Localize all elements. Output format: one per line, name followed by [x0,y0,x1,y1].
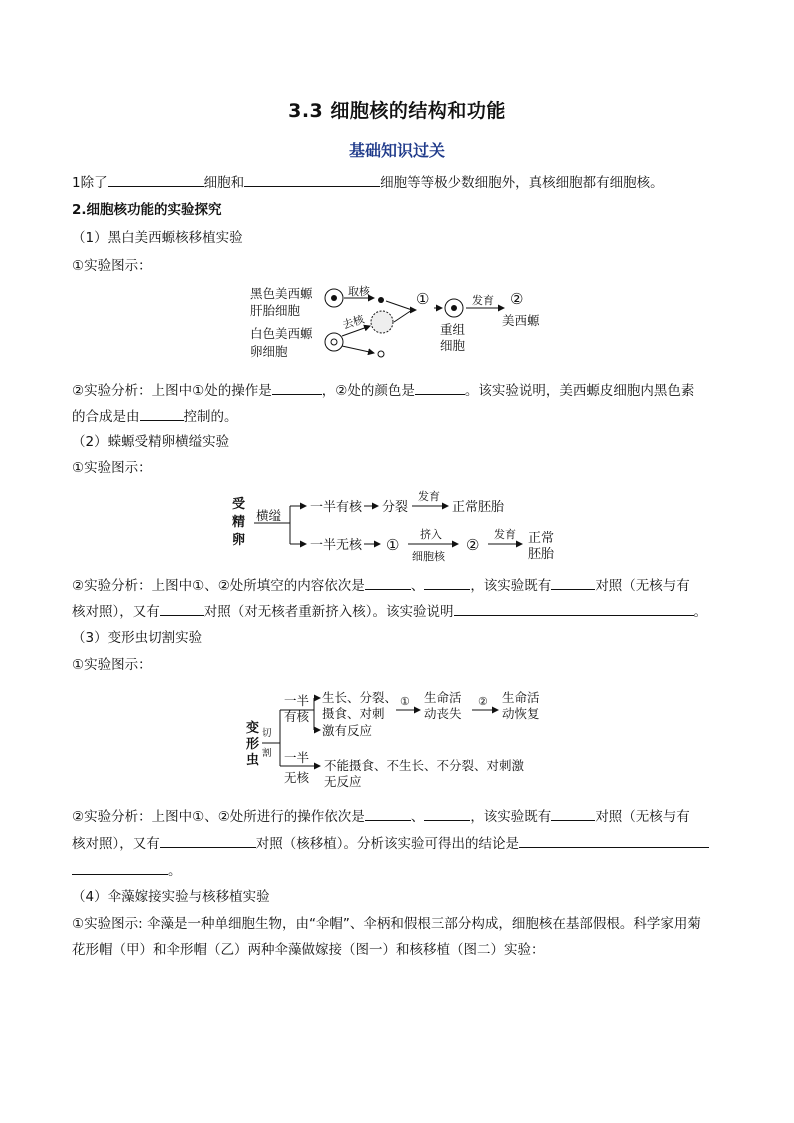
label-egg-2: 精 [232,515,246,530]
label-black: 黑色美西螈 [250,286,313,301]
circle-2: ② [478,695,488,708]
blank [108,172,204,187]
question-2-heading: 2.细胞核功能的实验探究 [72,202,222,218]
analysis-3-line-2: 核对照），又有 对照（核移植）。分析该实验可得出的结论是 [72,833,709,854]
blank [365,806,411,821]
analysis-2-line-1: ②实验分析：上图中①、②处所填空的内容依次是 、 ，该实验既有 对照（无核与有 [72,575,690,596]
label-tie: 横缢 [256,508,282,523]
label-develop-2: 发育 [494,528,516,541]
figure-label: ①实验图示： [72,460,152,476]
analysis-1-line-2: 的合成是由 控制的。 [72,406,238,427]
blank [160,601,204,616]
label-egg-1: 受 [232,497,246,512]
label-nucleus: 细胞核 [412,550,445,563]
section-4-line-2: 花形帽（甲）和伞形帽（乙）两种伞藻做嫁接（图一）和核移植（图二）实验： [72,942,545,958]
analysis-3-line-3: 。 [72,860,182,881]
label-take: 取核 [348,285,370,298]
label-no-2: 无反应 [324,774,362,788]
label-amoeba-3: 虫 [246,753,260,768]
label-lost-2: 动丧失 [424,706,462,721]
label-bottom-half: 一半无核 [310,538,363,553]
label-black-cell: 肝胎细胞 [250,303,301,318]
blank [424,806,470,821]
newt-egg-diagram [230,486,570,566]
label-result: 美西螈 [502,313,540,328]
label-no-1: 不能摄食、不生长、不分裂、对刺激 [324,758,525,773]
circle-2: ② [466,536,480,554]
analysis-2-line-2: 核对照），又有 对照（对无核者重新挤入核）。该实验说明 。 [72,601,707,622]
label-g2: 摄食、对刺 [322,706,385,721]
blank [160,833,256,848]
amoeba-diagram [244,688,560,788]
label-half2-b: 无核 [284,770,310,785]
label-amoeba-1: 变 [246,721,260,736]
label-develop: 发育 [418,490,440,503]
label-develop: 发育 [472,294,494,307]
label-normal-b: 胚胎 [528,547,555,562]
blank [551,575,595,590]
label-cut-1: 切 [262,728,272,739]
label-g3: 激有反应 [322,723,373,738]
label-half-b: 有核 [284,709,310,724]
label-amoeba-2: 形 [246,737,260,752]
label-egg-3: 卵 [232,533,246,548]
label-normal-a: 正常 [528,531,555,546]
section-3-heading: （3）变形虫切割实验 [72,630,203,646]
label-lost-1: 生命活 [424,690,462,705]
blank [424,575,470,590]
axolotl-diagram [248,284,558,366]
blank [365,575,411,590]
section-2-heading: （2）蝾螈受精卵横缢实验 [72,434,230,450]
label-recover-2: 动恢复 [502,706,540,721]
label-remove: 去核 [340,312,366,332]
section-1-heading: （1）黑白美西螈核移植实验 [72,230,243,246]
figure-label: ①实验图示： [72,258,152,274]
blank [272,380,322,395]
blank [551,806,595,821]
question-1: 1除了 细胞和 细胞等等极少数细胞外，真核细胞都有细胞核。 [72,172,664,193]
blank [140,406,184,421]
label-divide: 分裂 [382,500,409,515]
label-recover-1: 生命活 [502,690,540,705]
blank [454,601,694,616]
label-white-cell: 卵细胞 [250,344,288,359]
label-g1: 生长、分裂、 [322,690,398,705]
blank [72,860,168,875]
label-top-half: 一半有核 [310,500,363,515]
section-4-line-1: ①实验图示: 伞藻是一种单细胞生物，由“伞帽”、伞柄和假根三部分构成，细胞核在基部假根。科学家用菊 [72,916,701,932]
blank [415,380,465,395]
label-half2-a: 一半 [284,750,310,765]
circle-2: ② [510,290,524,308]
circle-1: ① [400,695,410,708]
label-cut-2: 割 [262,748,272,759]
label-white: 白色美西螈 [250,326,313,341]
figure-label: ①实验图示： [72,657,152,673]
label-recombined-cell: 细胞 [440,338,466,353]
analysis-1-line-1: ②实验分析：上图中①处的操作是 ，②处的颜色是 。该实验说明，美西螈皮细胞内黑色素 [72,380,694,401]
blank [519,833,709,848]
analysis-3-line-1: ②实验分析：上图中①、②处所进行的操作依次是 、 ，该实验既有 对照（无核与有 [72,806,690,827]
circle-1: ① [416,290,430,308]
circle-1: ① [386,536,400,554]
section-subtitle: 基础知识过关 [348,141,445,160]
section-4-heading: （4）伞藻嫁接实验与核移植实验 [72,889,270,905]
label-normal: 正常胚胎 [452,500,505,515]
label-half-a: 一半 [284,693,310,708]
blank [244,172,380,187]
label-recombined: 重组 [440,322,466,337]
page-title: 3.3 细胞核的结构和功能 [288,100,506,122]
label-insert: 挤入 [420,528,442,541]
